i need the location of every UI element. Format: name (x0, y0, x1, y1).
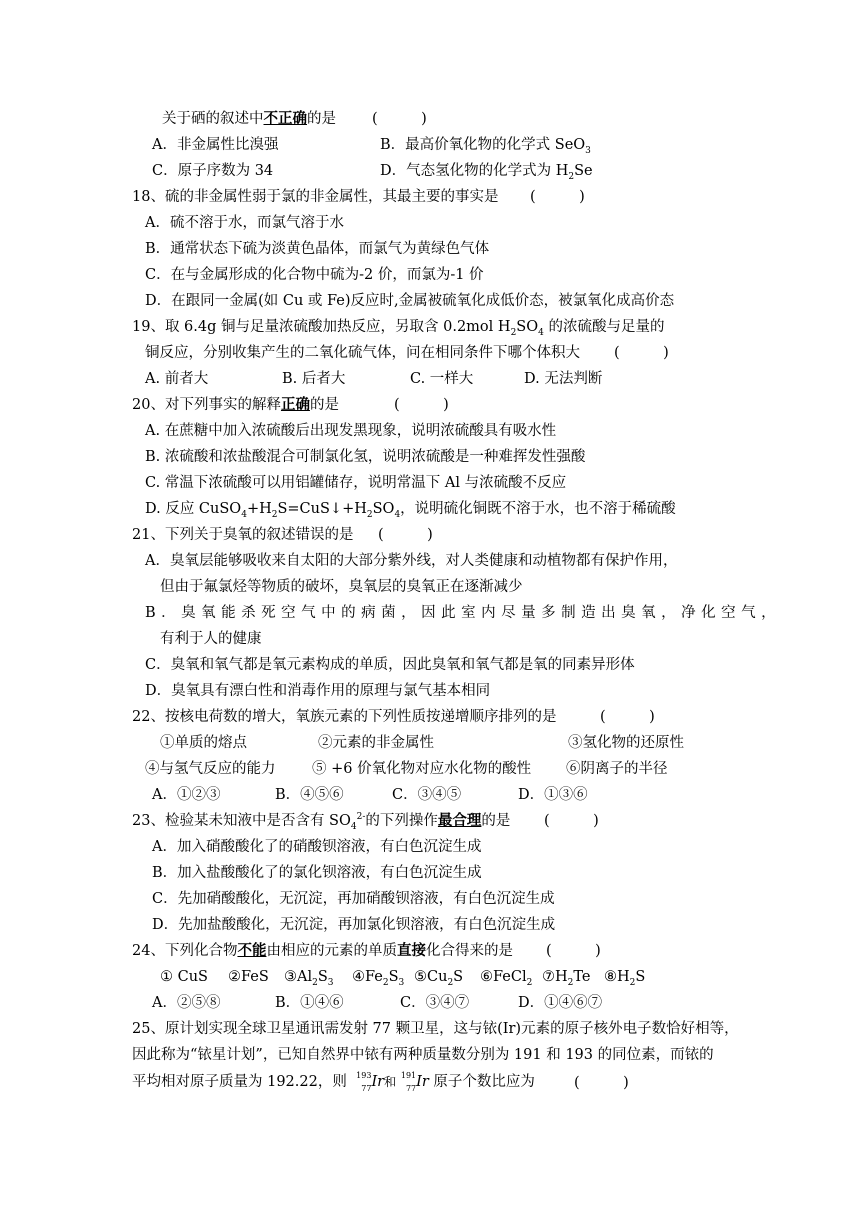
iso1-mass-number: 193 (356, 1071, 372, 1080)
q20-option-d-t1: D. 反应 CuSO (145, 501, 242, 517)
q24-compound-1: ① CuS (160, 969, 208, 985)
q21-stem: 21、下列关于臭氧的叙述错误的是 (132, 527, 354, 543)
q25-and: 和 (384, 1075, 397, 1089)
q24-c7-t2: Te (573, 969, 591, 985)
q24-c8-t1: ⑧H (604, 969, 630, 985)
q22-option-a: A．①②③ (152, 787, 221, 803)
q18-answer-paren: ( ) (530, 189, 585, 205)
q23-stem-sup: 2- (356, 812, 366, 823)
q22-item-6: ⑥阴离子的半径 (566, 761, 668, 777)
q21-option-d: D．臭氧具有漂白性和消毒作用的原理与氯气基本相同 (145, 683, 491, 699)
q20-option-d-t4: SO (372, 501, 395, 517)
q24-c6-t1: ⑥FeCl (480, 969, 527, 985)
q20-option-d-s4: 4 (394, 509, 401, 520)
q22-stem: 22、按核电荷数的增大，氧族元素的下列性质按递增顺序排列的是 (132, 709, 557, 725)
q23-stem (132, 811, 510, 831)
q22-item-1: ①单质的熔点 (160, 735, 247, 751)
q19-stem-text: 19、取 6.4g 铜与足量浓硫酸加热反应，另取含 0.2mol H (132, 319, 511, 335)
q20-option-b: B. 浓硫酸和浓盐酸混合可制氯化氢，说明浓硫酸是一种难挥发性强酸 (145, 449, 586, 465)
q17-option-d-sub: 2 (568, 171, 575, 182)
q24-compound-3 (284, 967, 334, 987)
q23-stem-sub: 4 (350, 821, 357, 832)
q22-option-c: C．③④⑤ (392, 787, 462, 803)
q24-compound-7 (542, 967, 591, 987)
q24-c3-t1: ③Al (284, 969, 313, 985)
q17-option-b-text: B．最高价氧化物的化学式 SeO (380, 137, 586, 153)
q20-stem (132, 395, 339, 415)
iso1-symbol: Ir (371, 1074, 385, 1090)
q21-option-c: C．臭氧和氧气都是氧元素构成的单质，因此臭氧和氧气都是氧的同素异形体 (145, 657, 635, 673)
q24-c4-s2: 3 (398, 977, 405, 988)
q21-option-b-text: B．臭氧能杀死空气中的病菌，因此室内尽量多制造出臭氧，净化空气， (145, 605, 782, 621)
q18-stem: 18、硫的非金属性弱于氯的非金属性，其最主要的事实是 (132, 189, 499, 205)
q19-option-c: C. 一样大 (410, 371, 474, 387)
q25-line3-text: 平均相对原子质量为 192.22，则 (132, 1074, 352, 1090)
q21-option-a-line1: A．臭氧层能够吸收来自太阳的大部分紫外线，对人类健康和动植物都有保护作用， (145, 553, 678, 569)
q24-stem-text3: 化合得来的是 (425, 943, 513, 959)
q22-item-2: ②元素的非金属性 (318, 735, 434, 751)
q24-stem-emphasis2: 直接 (396, 942, 426, 959)
q24-c3-s2: 3 (327, 977, 334, 988)
iso2-atomic-number: 77 (405, 1084, 417, 1093)
q17-option-d-text: D．气态氢化物的化学式为 H (380, 163, 569, 179)
q24-c5-t1: ⑤Cu (414, 969, 448, 985)
q17-stem-emphasis: 不正确 (263, 110, 307, 127)
q24-stem-text: 24、下列化合物 (132, 943, 238, 959)
q23-stem-text2: 的下列操作 (365, 813, 438, 829)
q23-option-c: C．先加硝酸酸化，无沉淀，再加硝酸钡溶液，有白色沉淀生成 (152, 891, 555, 907)
q19-option-d: D. 无法判断 (524, 371, 603, 387)
q24-compound-2: ②FeS (228, 969, 269, 985)
q24-c7-s1: 2 (567, 977, 574, 988)
q19-answer-paren: ( ) (614, 345, 669, 361)
q24-option-c: C．③④⑦ (400, 995, 470, 1011)
q19-option-b: B. 后者大 (282, 371, 346, 387)
q20-stem-text: 20、对下列事实的解释 (132, 397, 281, 413)
q25-line3-text-end: 原子个数比应为 (428, 1074, 535, 1090)
q20-option-d-t2: +H (246, 501, 272, 517)
isotope-193-ir (351, 1071, 371, 1093)
q23-stem-emphasis: 最合理 (437, 812, 482, 829)
q21-option-b-line2: 有利于人的健康 (160, 631, 262, 647)
q22-item-5: ⑤ +6 价氧化物对应水化物的酸性 (312, 761, 532, 777)
q23-stem-text3: 的是 (481, 813, 511, 829)
q17-option-b (380, 135, 591, 155)
q22-answer-paren: ( ) (600, 709, 655, 725)
q24-c7-t1: ⑦H (542, 969, 568, 985)
q17-answer-paren: ( ) (372, 111, 427, 127)
q25-line2: 因此称为“铱星计划”，已知自然界中铱有两种质量数分别为 191 和 193 的同位素，而铱的 (132, 1047, 714, 1063)
q20-option-d-s1: 4 (241, 509, 247, 520)
q23-option-a: A．加入硝酸酸化了的硝酸钡溶液，有白色沉淀生成 (152, 839, 482, 855)
q24-c5-t2: S (453, 969, 464, 985)
isotope-191-ir (396, 1071, 416, 1093)
q18-option-d: D．在跟同一金属(如 Cu 或 Fe)反应时,金属被硫氧化成低价态，被氯氧化成高价态 (145, 293, 675, 309)
q24-option-d: D．①④⑥⑦ (518, 995, 603, 1011)
q23-answer-paren: ( ) (544, 813, 599, 829)
q23-option-d: D．先加盐酸酸化，无沉淀，再加氯化钡溶液，有白色沉淀生成 (152, 917, 556, 933)
q25-answer-paren: ( ) (574, 1075, 629, 1091)
q20-option-a: A. 在蔗糖中加入浓硫酸后出现发黑现象，说明浓硫酸具有吸水性 (145, 423, 557, 439)
iso2-mass-number: 191 (400, 1071, 417, 1080)
q24-c4-s1: 2 (382, 977, 389, 988)
q20-option-d-s3: 2 (366, 509, 373, 520)
q25-line1: 25、原计划实现全球卫星通讯需发射 77 颗卫星，这与铱(Ir)元素的原子核外电子数恰好相等， (132, 1021, 739, 1037)
q19-stem-line1 (132, 317, 664, 337)
q17-option-d (380, 161, 593, 181)
q23-stem-text: 23、检验某未知液中是否含有 SO (132, 813, 351, 829)
q19-stem-line2: 铜反应，分别收集产生的二氧化硫气体，问在相同条件下哪个体积大 (145, 345, 580, 361)
iso1-atomic-number: 77 (361, 1084, 372, 1093)
q24-compound-8 (604, 967, 645, 987)
q18-option-c: C．在与金属形成的化合物中硫为-2 价，而氯为-1 价 (145, 267, 484, 283)
q19-stem-text3: 的浓硫酸与足量的 (543, 319, 665, 335)
q23-option-b: B．加入盐酸酸化了的氯化钡溶液，有白色沉淀生成 (152, 865, 482, 881)
q24-c8-t2: S (635, 969, 646, 985)
q24-c6-s1: 2 (526, 977, 533, 988)
q24-option-b: B．①④⑥ (275, 995, 344, 1011)
q20-stem-text-end: 的是 (309, 397, 339, 413)
q19-stem-sub1: 2 (510, 327, 517, 338)
q24-c4-t2: S (388, 969, 399, 985)
q24-compound-4 (352, 967, 404, 987)
q22-option-d: D．①③⑥ (518, 787, 588, 803)
q24-compound-6 (480, 967, 532, 987)
iso2-symbol: Ir (416, 1074, 429, 1090)
q17-option-d-text-end: Se (574, 163, 593, 179)
q24-compound-5 (414, 967, 463, 987)
q21-option-a-line2: 但由于氟氯烃等物质的破坏，臭氧层的臭氧正在逐渐减少 (160, 579, 523, 595)
q17-option-a: A．非金属性比溴强 (152, 137, 279, 153)
q24-c3-s1: 2 (312, 977, 318, 988)
q20-option-d (145, 499, 676, 519)
q20-answer-paren: ( ) (394, 397, 449, 413)
q24-stem-text2: 由相应的元素的单质 (266, 943, 397, 959)
q24-option-a: A．②⑤⑧ (152, 995, 221, 1011)
q20-option-d-s2: 2 (271, 509, 278, 520)
q20-option-d-t3: S=CuS↓+H (277, 501, 367, 517)
q22-item-4: ④与氢气反应的能力 (145, 761, 276, 777)
q19-option-a: A. 前者大 (145, 371, 209, 387)
q21-answer-paren: ( ) (378, 527, 433, 543)
q24-stem (132, 941, 513, 961)
q24-answer-paren: ( ) (546, 943, 601, 959)
q20-stem-emphasis: 正确 (280, 396, 310, 413)
q18-option-a: A．硫不溶于水，而氯气溶于水 (145, 215, 344, 231)
q24-c8-s1: 2 (629, 977, 636, 988)
q22-option-b: B．④⑤⑥ (275, 787, 344, 803)
q17-option-c: C．原子序数为 34 (152, 163, 274, 179)
q21-option-b-line1 (145, 603, 782, 623)
q17-stem-text: 关于硒的叙述中 (162, 111, 264, 127)
q25-line3 (132, 1071, 535, 1093)
q24-c3-t2: S (317, 969, 328, 985)
q24-stem-emphasis1: 不能 (237, 942, 267, 959)
q24-c4-t1: ④Fe (352, 969, 383, 985)
q22-item-3: ③氢化物的还原性 (568, 735, 684, 751)
q17-stem (162, 109, 336, 129)
q19-stem-sub2: 4 (538, 327, 544, 338)
q17-option-b-sub: 3 (585, 145, 591, 156)
q17-stem-text-end: 的是 (307, 111, 336, 127)
q18-option-b: B．通常状态下硫为淡黄色晶体，而氯气为黄绿色气体 (145, 241, 490, 257)
q19-stem-text2: SO (516, 319, 539, 335)
q20-option-c: C. 常温下浓硫酸可以用铝罐储存，说明常温下 Al 与浓硫酸不反应 (145, 475, 567, 491)
q24-c5-s1: 2 (447, 977, 454, 988)
q20-option-d-t5: ，说明硫化铜既不溶于水，也不溶于稀硫酸 (400, 501, 676, 517)
